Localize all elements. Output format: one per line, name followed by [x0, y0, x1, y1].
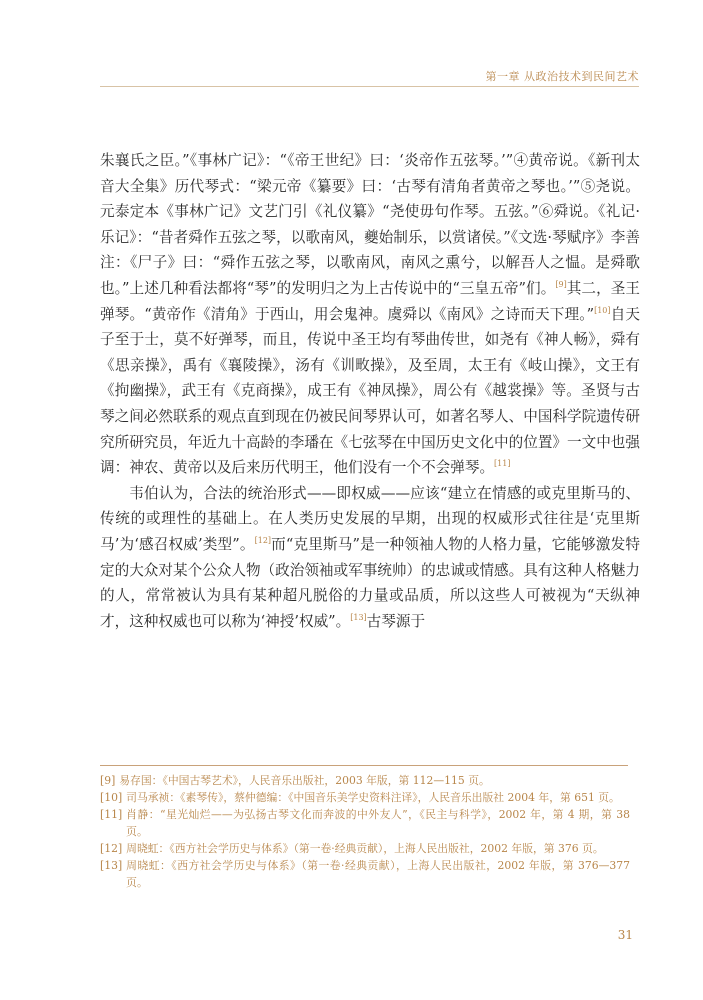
footnote-number: [11] [100, 808, 123, 821]
footnotes [100, 772, 630, 891]
text-run: 古琴源于 [366, 612, 426, 630]
text-run: 而“克里斯马”是一种领袖人物的人格力量，它能够激发特定的大众对某个公众人物（政治领袖或军事统帅）的忠诚或情感。具有这种人格魅力的人，常常被认为具有某种超凡脱俗的力量或品质，所以这些人可被视为“天纵神才，这种权威也可以称为‘神授’权威”。 [100, 535, 640, 630]
footnote-ref[interactable]: [13] [350, 612, 367, 622]
footnote-text: 肖静：“星光灿烂——为弘扬古琴文化而奔波的中外友人”，《民主与科学》，2002 年，第 4 期，第 38 页。 [126, 808, 630, 838]
paragraph [100, 148, 640, 481]
text-run: 朱襄氏之臣。”《事林广记》：“《帝王世纪》曰：‘炎帝作五弦琴。’”④黄帝说。《新刊太音大全集》历代琴式：“梁元帝《纂要》曰：‘古琴有清角者黄帝之琴也。’”⑤尧说。元泰定本《事林广记》文艺门引《礼仪纂》“尧使毋句作琴。五弦。”⑥舜说。《礼记·乐记》：“昔者舜作五弦之琴，以歌南风，夔始制乐，以赏诸侯。”《文选·琴赋序》李善注：《尸子》曰：“舜作五弦之琴，以歌南风，南风之熏兮，以解吾人之愠。是舜歌也。”上述几种看法都将“琴”的发明归之为上古传说中的“三皇五帝”们。 [100, 152, 640, 297]
footnote-text: 易存国：《中国古琴艺术》，人民音乐出版社，2003 年版，第 112—115 页。 [119, 774, 490, 787]
footnote-ref[interactable]: [11] [494, 459, 511, 469]
footnote-number: [10] [100, 791, 123, 804]
header-divider [100, 86, 639, 87]
text-run: 韦伯认为，合法的统治形式——即权威——应该“建立在情感的或克里斯马的、传统的或理性的基础上。在人类历史发展的早期，出现的权威形式往往是‘克里斯马’为‘感召权威’类型”。 [100, 484, 640, 553]
footnote-ref[interactable]: [12] [254, 536, 272, 546]
footnote [100, 772, 630, 789]
text-run: 自天子至于士，莫不好弹琴，而且，传说中圣王均有琴曲传世，如尧有《神人畅》，舜有《思亲操》，禹有《襄陵操》，汤有《训畋操》，及至周，太王有《岐山操》，文王有《拘幽操》，武王有《克商操》，成王有《神凤操》，周公有《越裳操》等。圣贤与古琴之间必然联系的观点直到现在仍被民间琴界认可，如著名琴人、中国科学院遗传研究所研究员，年近九十高龄的李璠在《七弦琴在中国历史文化中的位置》一文中也强调：神农、黄帝以及后来历代明王，他们没有一个不会弹琴。 [100, 305, 640, 477]
footnote-text: 周晓虹：《西方社会学历史与体系》（第一卷·经典贡献），上海人民出版社，2002 年版，第 376 页。 [126, 842, 604, 855]
footnote-divider [100, 765, 628, 766]
running-header: 第一章 从政治技术到民间艺术 [485, 70, 639, 83]
footnote-number: [13] [100, 859, 123, 872]
footnote-number: [12] [100, 842, 123, 855]
footnote [100, 840, 630, 857]
footnote [100, 806, 630, 840]
footnote-text: 司马承祯：《素琴传》，蔡仲德编：《中国音乐美学史资料注译》，人民音乐出版社 2004 年，第 651 页。 [126, 791, 620, 804]
main-text [100, 148, 640, 634]
footnote [100, 789, 630, 806]
footnote-ref[interactable]: [10] [594, 305, 611, 315]
footnote-ref[interactable]: [9] [555, 280, 567, 290]
footnote-text: 周晓虹：《西方社会学历史与体系》（第一卷·经典贡献），上海人民出版社，2002 年版，第 376—377 页。 [126, 859, 630, 889]
text-run: 其二，圣王弹琴。“黄帝作《清角》于西山，用会鬼神。虞舜以《南风》之诗而天下理。” [100, 279, 640, 323]
page-number: 31 [617, 928, 633, 942]
paragraph [100, 481, 640, 635]
footnote [100, 857, 630, 891]
footnote-number: [9] [100, 774, 116, 787]
